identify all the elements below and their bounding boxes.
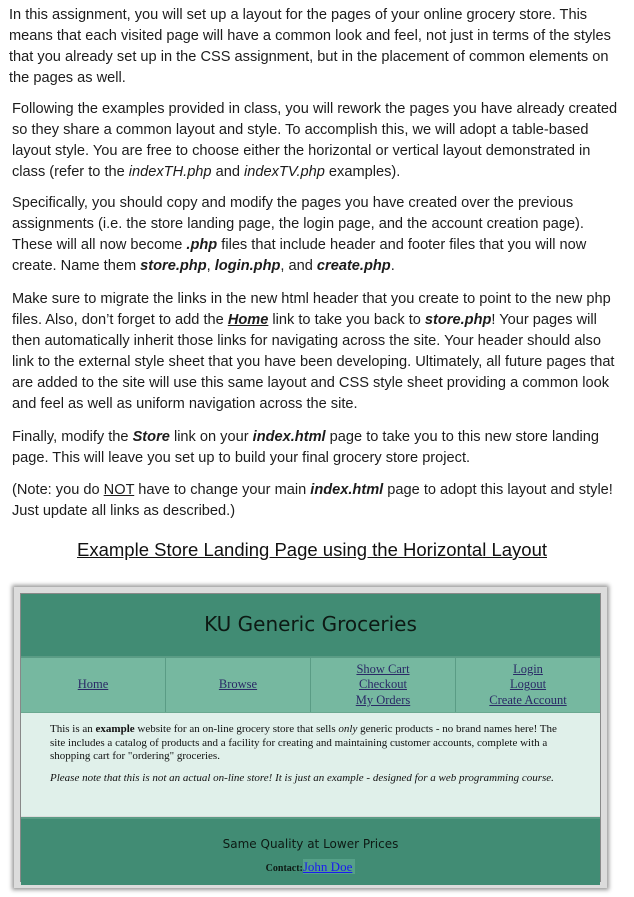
nav-link-browse[interactable]: Browse <box>218 677 258 692</box>
text-run: page to take you to this new store landing page. This will leave you set up to build your final grocery store project. <box>12 429 600 466</box>
disclaimer-text <box>50 772 570 786</box>
filename-store: store.php <box>140 258 207 274</box>
contact-label: Contact: <box>265 863 303 874</box>
paragraph-intro <box>9 5 621 89</box>
nav-link-home[interactable]: Home <box>77 677 109 692</box>
example-footer <box>21 817 600 885</box>
text-run-italic: only <box>338 723 358 735</box>
store-emphasis: Store <box>132 429 170 445</box>
example-header <box>21 594 600 658</box>
text-run: have to change your main <box>134 482 311 498</box>
text-run: Following the examples provided in class, you will rework the pages you have already created so they share a common layout and style. To accomplish this, we will adopt a table-based layout style. You are free to choose either the horizontal or vertical layout demonstrated in class (refer to the <box>12 101 618 180</box>
footer-contact <box>21 859 600 875</box>
home-emphasis: Home <box>227 312 269 328</box>
not-emphasis: NOT <box>103 482 135 498</box>
text-run: website for an on-line grocery store that sells <box>134 723 339 735</box>
filename-create: create.php <box>316 258 391 274</box>
paragraph-intro-text: In this assignment, you will set up a layout for the pages of your online grocery store. This means that each visited page will have a common look and feel, not just in terms of the styles that you already set up in the CSS assignment, but in the placement of common elements on the pages as well. <box>9 7 611 86</box>
filename-indextv: indexTV.php <box>244 164 325 180</box>
paragraph-note <box>12 480 624 522</box>
footer-slogan: Same Quality at Lower Prices <box>222 837 399 851</box>
paragraph-finally <box>12 427 624 469</box>
nav-link-login[interactable]: Login <box>513 661 543 676</box>
nav-link-show-cart[interactable]: Show Cart <box>356 661 410 676</box>
nav-link-my-orders[interactable]: My Orders <box>355 692 411 707</box>
nav-link-logout[interactable]: Logout <box>509 677 547 692</box>
text-run: and <box>211 164 245 180</box>
nav-cell-home <box>21 658 166 712</box>
ext-php: .php <box>186 237 218 253</box>
example-screenshot <box>14 587 607 888</box>
contact-link[interactable]: John Doe <box>303 859 355 874</box>
filename-index: index.html <box>310 482 384 498</box>
example-content <box>21 713 600 816</box>
text-run: examples). <box>324 164 401 180</box>
example-nav-bar <box>21 658 600 713</box>
text-run: (Note: you do <box>12 482 104 498</box>
section-heading: Example Store Landing Page using the Horizontal Layout <box>77 539 547 560</box>
text-run: , <box>206 258 215 274</box>
filename-index: index.html <box>252 429 326 445</box>
paragraph-specifics <box>12 193 624 277</box>
example-content-text <box>50 723 570 793</box>
paragraph-links <box>12 289 624 415</box>
text-run: files that include header and footer files that you will now create. Name them <box>12 237 587 274</box>
intro-text <box>50 723 570 764</box>
nav-link-checkout[interactable]: Checkout <box>359 677 407 692</box>
text-run: generic products - no brand names here! The site includes a catalog of products and a facility for creating and maintaining customer accounts, complete with a shopping cart for "ordering" groceries. <box>50 723 557 762</box>
text-run: page to adopt this layout and style! Just update all links as described.) <box>12 482 613 519</box>
filename-store: store.php <box>424 312 492 328</box>
text-run: This is an <box>50 723 96 735</box>
text-run: Make sure to migrate the links in the new html header that you create to point to the new php files. Also, don’t forget to add the <box>12 291 611 328</box>
nav-cell-browse <box>166 658 311 712</box>
paragraph-layout <box>12 99 624 183</box>
nav-cell-cart <box>311 658 456 712</box>
text-run: Finally, modify the <box>12 429 133 445</box>
text-run: . <box>390 258 395 274</box>
text-run: ! Your pages will then automatically inherit those links for navigating across the site. Your header should also link to the external style sheet that you have been developing. Ultimately, all future pages that are added to the site will use this same layout and CSS style sheet providing a common look and feel as well as uniform navigation across the site. <box>12 312 615 412</box>
text-run: link to take you back to <box>268 312 425 328</box>
text-run: Specifically, you should copy and modify the pages you have created over the previous assignments (i.e. the store landing page, the login page, and the account creation page). These will all now become <box>12 195 584 253</box>
nav-link-create-account[interactable]: Create Account <box>489 692 567 707</box>
text-run-italic: Please note that this is not an actual on-line store! It is just an example - designed for a web programming course. <box>50 771 554 784</box>
site-title: KU Generic Groceries <box>204 612 417 636</box>
example-page <box>20 593 601 882</box>
nav-cell-account <box>456 658 600 712</box>
text-run: link on your <box>169 429 253 445</box>
text-run: , and <box>280 258 317 274</box>
text-run-bold: example <box>95 723 135 735</box>
filename-login: login.php <box>214 258 281 274</box>
filename-indexth: indexTH.php <box>128 164 212 180</box>
